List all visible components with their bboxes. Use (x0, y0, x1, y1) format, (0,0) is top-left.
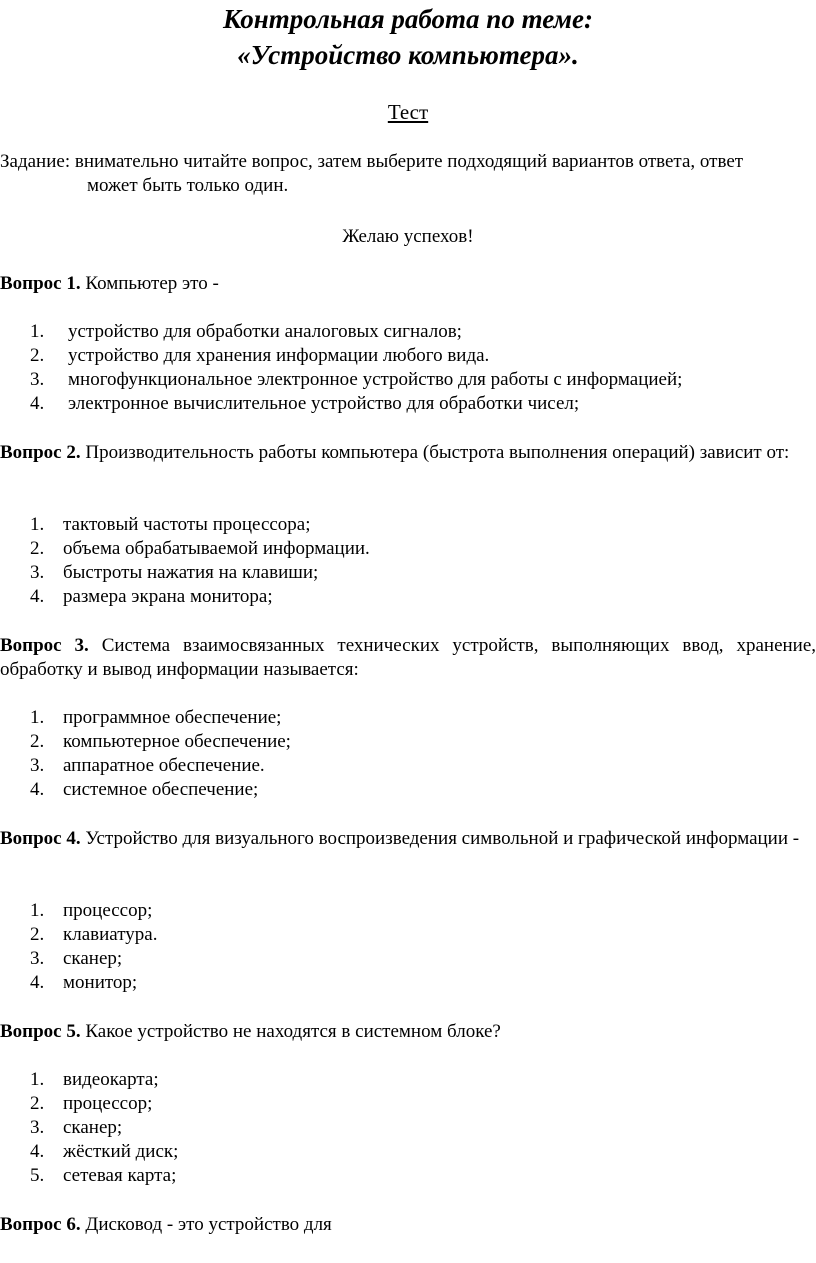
list-item: 1. тактовый частоты процессора; (30, 514, 311, 535)
question-3-label: Вопрос 3. (0, 635, 89, 656)
list-item: 3. многофункциональное электронное устройство для работы с информацией; (30, 369, 683, 390)
assignment-line2: может быть только один. (87, 175, 289, 196)
assignment-block (0, 150, 816, 198)
document-title-line1: Контрольная работа по теме: (222, 4, 593, 34)
list-item: 4. жёсткий диск; (30, 1141, 179, 1162)
document-title-line2: «Устройство компьютера». (237, 40, 579, 70)
test-subtitle-text: Тест (387, 100, 429, 124)
list-item: 1. видеокарта; (30, 1069, 159, 1090)
question-1-label: Вопрос 1. (0, 273, 81, 294)
list-item: 2. процессор; (30, 1093, 153, 1114)
list-item: 3. аппаратное обеспечение. (30, 755, 265, 776)
list-item: 4. системное обеспечение; (30, 779, 259, 800)
question-1-options (0, 320, 816, 416)
list-item: 4. электронное вычислительное устройство для обработки чисел; (30, 393, 580, 414)
list-item: 2. устройство для хранения информации любого вида. (30, 345, 490, 366)
question-6-label: Вопрос 6. (0, 1214, 81, 1235)
question-3 (0, 634, 816, 682)
question-1 (0, 272, 816, 296)
list-item: 1. процессор; (30, 900, 153, 921)
question-2-label: Вопрос 2. (0, 442, 81, 463)
question-1-text: Компьютер это - (85, 273, 219, 294)
question-2 (0, 441, 816, 465)
list-item: 2. клавиатура. (30, 924, 158, 945)
list-item: 2. компьютерное обеспечение; (30, 731, 291, 752)
test-subtitle (0, 99, 816, 125)
good-luck-text: Желаю успехов! (342, 226, 474, 247)
question-4-label: Вопрос 4. (0, 828, 81, 849)
question-4 (0, 827, 816, 851)
question-2-text: Производительность работы компьютера (быстрота выполнения операций) зависит от: (85, 442, 790, 463)
question-5-text: Какое устройство не находятся в системном блоке? (85, 1021, 501, 1042)
question-6-text: Дисковод - это устройство для (85, 1214, 332, 1235)
list-item: 3. быстроты нажатия на клавиши; (30, 562, 319, 583)
question-3-options (0, 706, 816, 802)
list-item: 1. программное обеспечение; (30, 707, 282, 728)
question-5 (0, 1020, 816, 1044)
question-5-options (0, 1068, 816, 1188)
question-2-options (0, 513, 816, 609)
list-item: 5. сетевая карта; (30, 1165, 177, 1186)
list-item: 4. монитор; (30, 972, 138, 993)
list-item: 3. сканер; (30, 1117, 123, 1138)
question-4-options (0, 899, 816, 995)
question-3-text: Система взаимосвязанных технических устройств, выполняющих ввод, хранение, обработку и вывод информации называется: (0, 635, 816, 680)
question-6 (0, 1213, 816, 1237)
assignment-line1: Задание: внимательно читайте вопрос, затем выберите подходящий вариантов ответа, ответ (0, 151, 744, 172)
question-4-text: Устройство для визуального воспроизведения символьной и графической информации - (85, 828, 800, 849)
list-item: 2. объема обрабатываемой информации. (30, 538, 370, 559)
list-item: 1. устройство для обработки аналоговых сигналов; (30, 321, 462, 342)
question-5-label: Вопрос 5. (0, 1021, 81, 1042)
list-item: 3. сканер; (30, 948, 123, 969)
list-item: 4. размера экрана монитора; (30, 586, 273, 607)
